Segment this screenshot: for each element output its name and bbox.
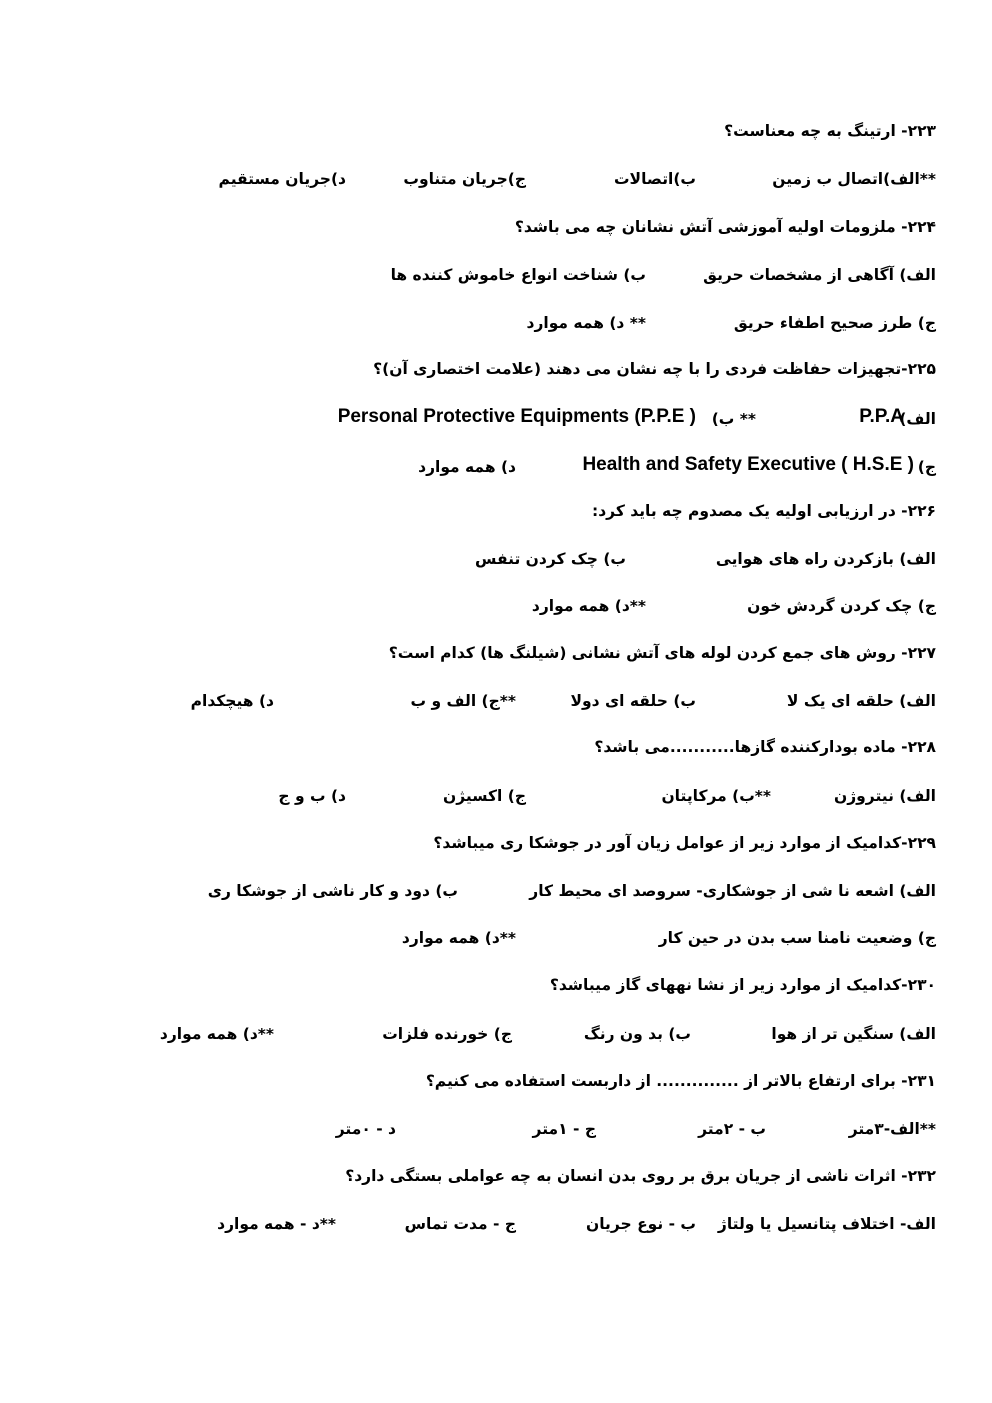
option-c: ج - مدت تماس [404,1215,516,1233]
option-a: الف) حلقه ای یک لا [786,692,936,710]
option-c: ج)جریان متناوب [403,170,526,188]
option-c: ج) طرز صحیح اطفاء حریق [733,314,936,332]
option-c: ج) وضعیت نامنا سب بدن در حین کار [658,929,936,947]
question-225: ۲۲۵-تجهیزات حفاظت فردی را با چه نشان می دهند (علامت اختصاری آن)؟ [373,360,936,378]
option-a: الف) آگاهی از مشخصات حریق [703,266,936,284]
options-226-row2 [60,597,936,627]
option-a-label: الف) [899,410,936,428]
options-227 [60,692,936,722]
options-224-row2 [60,314,936,344]
question-229: ۲۲۹-کدامیک از موارد زیر از عوامل زیان آور در جوشکا ری میباشد؟ [433,834,936,852]
option-b: ب - ۲متر [698,1120,766,1138]
question-228: ۲۲۸- ماده بودارکننده گازها...........می باشد؟ [594,738,936,756]
option-d: د - ۰متر [335,1120,396,1138]
option-d: د) هیچکدام [190,692,274,710]
option-d: ** د) همه موارد [526,314,646,332]
option-b-text: Personal Protective Equipments (P.P.E ) [337,406,696,427]
option-b: ب - نوع جریان [585,1215,696,1233]
option-d: **د) همه موارد [159,1025,274,1043]
option-a-text: P.P.A [859,406,904,427]
option-a: الف) بازکردن راه های هوایی [715,550,936,568]
option-b: ب) دود و کار ناشی از جوشکا ری [207,882,458,900]
option-a: **الف)اتصال ب زمین [772,170,936,188]
question-231: ۲۳۱- برای ارتفاع بالاتر از .............. از داربست استفاده می کنیم؟ [425,1072,936,1090]
option-a: الف- اختلاف پتانسیل یا ولتاژ [717,1215,936,1233]
option-a: الف) سنگین تر از هوا [771,1025,936,1043]
option-a: الف) اشعه نا شی از جوشکاری- سروصد ای محیط کار [529,882,936,900]
options-229-row1 [60,882,936,912]
option-d: د)جریان مستقیم [218,170,346,188]
option-b-label: ** ب) [711,410,756,428]
option-d: **د) همه موارد [401,929,516,947]
question-230: ۲۳۰-کدامیک از موارد زیر از نشا نههای گاز میباشد؟ [549,976,936,994]
option-c: ج - ۱متر [532,1120,596,1138]
option-c: ج) چک کردن گردش خون [747,597,936,615]
option-b: **ب) مرکاپتان [661,787,771,805]
options-232 [60,1215,936,1245]
options-225-row2 [60,454,936,484]
option-a: الف) نیتروژن [834,787,936,805]
question-227: ۲۲۷- روش های جمع کردن لوله های آتش نشانی (شیلنگ ها) کدام است؟ [388,644,936,662]
options-223 [60,170,936,200]
option-d: **د) همه موارد [531,597,646,615]
question-226: ۲۲۶- در ارزیابی اولیه یک مصدوم چه باید کرد: [592,502,936,520]
question-224: ۲۲۴- ملزومات اولیه آموزشی آتش نشانان چه می باشد؟ [514,218,936,236]
question-223: ۲۲۳- ارتینگ به چه معناست؟ [724,122,936,140]
options-228 [60,787,936,817]
options-231 [60,1120,936,1150]
option-d: د) ب و ج [278,787,346,805]
option-c-label: ج) [917,458,936,476]
option-b: ب)اتصالات [613,170,696,188]
options-224-row1 [60,266,936,296]
option-b: ب) شناخت انواع خاموش کننده ها [390,266,646,284]
options-226-row1 [60,550,936,580]
options-225-row1 [60,406,936,436]
option-b: ب) بد ون رنگ [583,1025,691,1043]
option-b: ب) چک کردن تنفس [475,550,626,568]
option-d: د) همه موارد [418,458,516,476]
question-232: ۲۳۲- اثرات ناشی از جریان برق بر روی بدن انسان به چه عواملی بستگی دارد؟ [345,1167,936,1185]
option-c: **ج) الف و ب [410,692,516,710]
options-230 [60,1025,936,1055]
option-a: **الف-۳متر [848,1120,936,1138]
options-229-row2 [60,929,936,959]
option-c-text: Health and Safety Executive ( H.S.E ) [582,454,914,475]
option-d: **د - همه موارد [217,1215,336,1233]
option-c: ج) اکسیژن [443,787,526,805]
option-b: ب) حلقه ای دولا [570,692,696,710]
option-c: ج) خورنده فلزات [382,1025,512,1043]
